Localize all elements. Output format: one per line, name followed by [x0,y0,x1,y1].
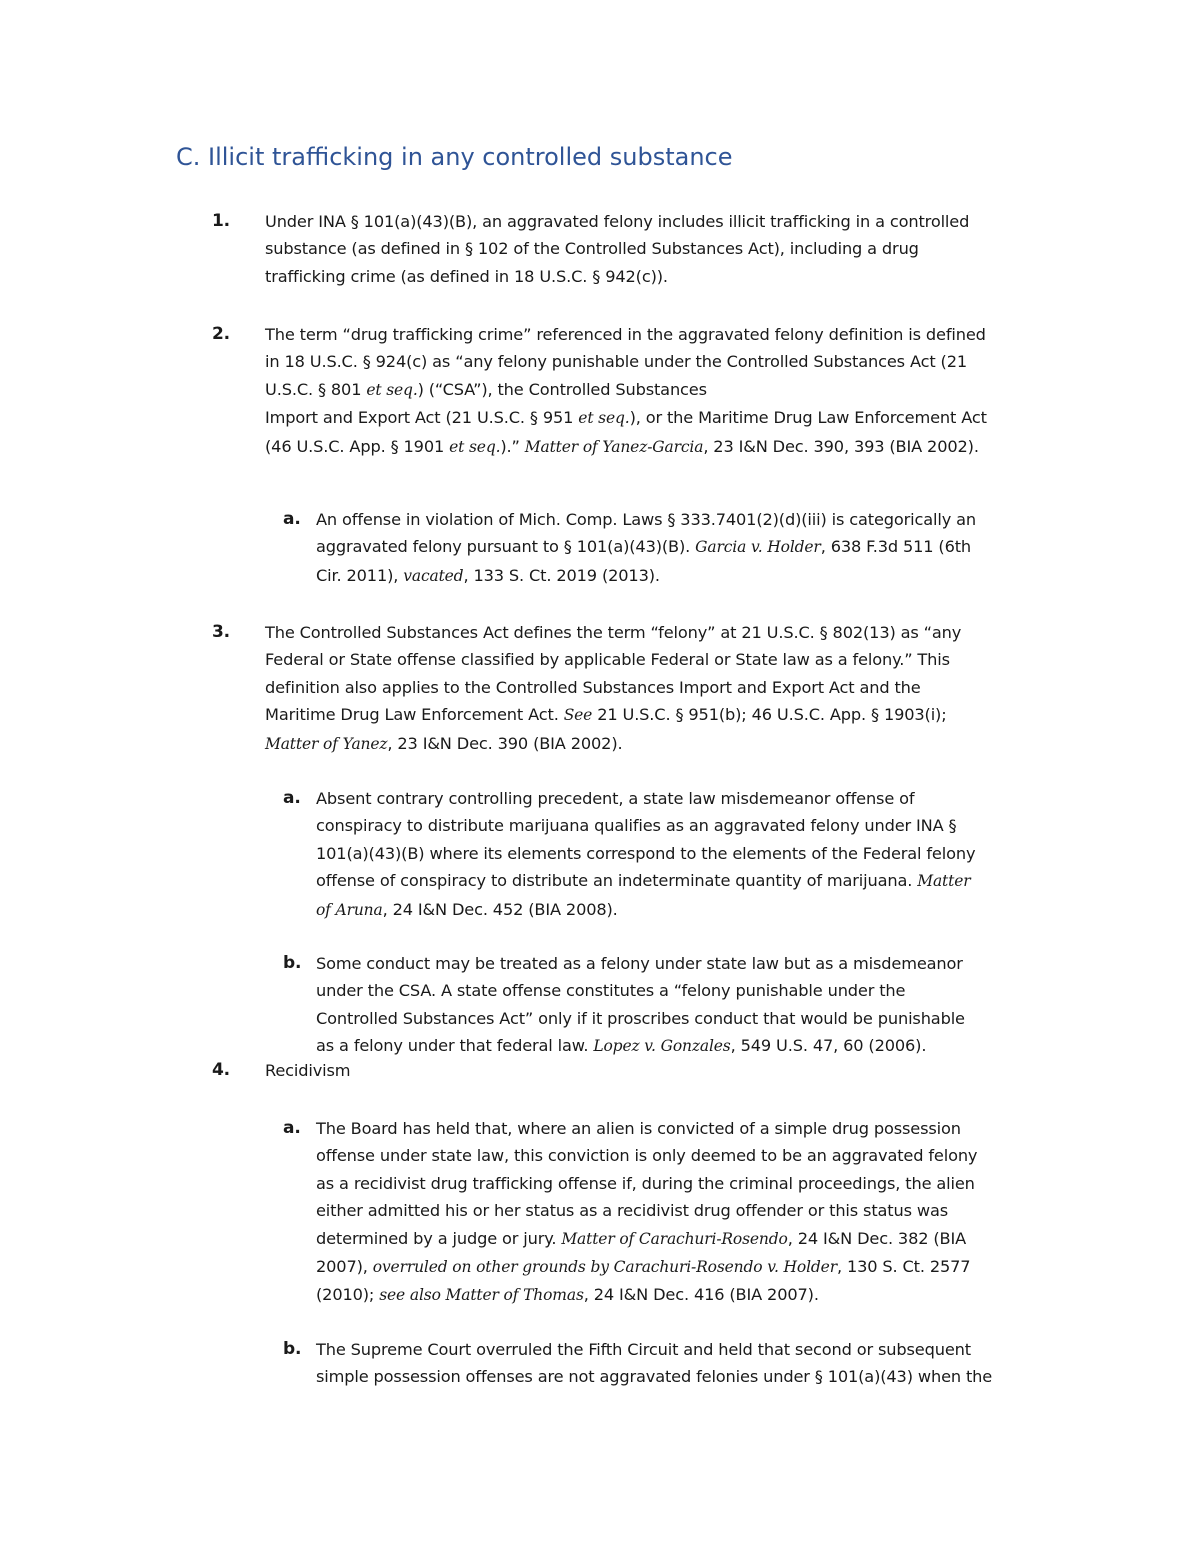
list-marker: 2. [212,324,230,344]
list-marker: a. [283,788,301,808]
list-item-text: Under INA § 101(a)(43)(B), an aggravated felony includes illicit trafficking in a controlled substance (as defined in § 102 of the Controlled Substances Act), including a drug trafficking crime (as defined in 18 U.S.C. § 942(c)). [265,212,970,286]
list-item-text: An offense in violation of Mich. Comp. Laws § 333.7401(2)(d)(iii) is categorically an aggravated felony pursuant to § 101(a)(43)(B). Garcia v. Holder, 638 F.3d 511 (6th Cir. 2011), vacated, 133 S. Ct. 2019 (2013). [316,510,977,585]
case-citation: Matter of Yanez [265,734,388,753]
case-citation: Matter [917,872,971,891]
case-citation: Lopez v. Gonzales [593,1037,731,1056]
list-marker: a. [283,509,301,529]
list-item-text: The Controlled Substances Act defines the term “felony” at 21 U.S.C. § 802(13) as “any Federal or State offense classified by applicable Federal or State law as a felony.” This definition also applies to the Controlled Substances Import and Export Act and the Maritime Drug Law Enforcement Act. See 21 U.S.C. § 951(b); 46 U.S.C. App. § 1903(i); Matter of Yanez, 23 I&N Dec. 390 (BIA 2002). [265,623,962,753]
list-item-text: Some conduct may be treated as a felony under state law but as a misdemeanor under the CSA. A state offense constitutes a “felony punishable under the Controlled Substances Act” only if it proscribes conduct that would be punishable as a felony under that federal law. Lopez v. Gonzales, 549 U.S. 47, 60 (2006). [316,954,965,1056]
list-marker: a. [283,1118,301,1138]
case-citation: Garcia v. Holder [695,538,821,557]
list-marker: 3. [212,622,230,642]
list-item-text: The Board has held that, where an alien is convicted of a simple drug possession offense under state law, this conviction is only deemed to be an aggravated felony as a recidivist drug trafficking offense if, during the criminal proceedings, the alien either admitted his or her status as a recidivist drug offender or this status was determined by a judge or jury. Matter of Carachuri-Rosendo, 24 I&N Dec. 382 (BIA 2007), overruled on other grounds by Carachuri-Rosendo v. Holder, 130 S. Ct. 2577 (2010); see also Matter of Thomas, 24 I&N Dec. 416 (BIA 2007). [316,1119,978,1305]
list-item-text: The Supreme Court overruled the Fifth Circuit and held that second or subsequent simple possession offenses are not aggravated felonies under § 101(a)(43) when the [316,1340,993,1387]
list-item-text: Recidivism [265,1061,351,1080]
case-citation: of Aruna [316,900,383,919]
list-item-text: The term “drug trafficking crime” referenced in the aggravated felony definition is defined in 18 U.S.C. § 924(c) as “any felony punishable under the Controlled Substances Act (21 U.S.C. § 801 et seq.) (“CSA”), the Controlled Substances Import and Export Act (21 U.S.C. § 951 et seq.), or the Maritime Drug Law Enforcement Act (46 U.S.C. App. § 1901 et seq.).” Matter of Yanez-Garcia, 23 I&N Dec. 390, 393 (BIA 2002). [265,325,987,456]
section-heading: C. Illicit trafficking in any controlled substance [176,143,733,171]
case-citation: see also Matter of Thomas [379,1286,584,1305]
case-citation: Matter of Carachuri-Rosendo [561,1229,788,1248]
case-citation: Matter of Yanez-Garcia [524,437,704,456]
case-citation: overruled on other grounds by Carachuri-Rosendo v. Holder [372,1258,837,1277]
list-marker: 1. [212,211,230,231]
list-marker: 4. [212,1060,230,1080]
list-item-text: Absent contrary controlling precedent, a state law misdemeanor offense of conspiracy to distribute marijuana qualifies as an aggravated felony under INA § 101(a)(43)(B) where its elements correspond to the elements of the Federal felony offense of conspiracy to distribute an indeterminate quantity of marijuana. Matter of Aruna, 24 I&N Dec. 452 (BIA 2008). [316,789,976,919]
list-marker: b. [283,1339,302,1359]
list-marker: b. [283,953,302,973]
